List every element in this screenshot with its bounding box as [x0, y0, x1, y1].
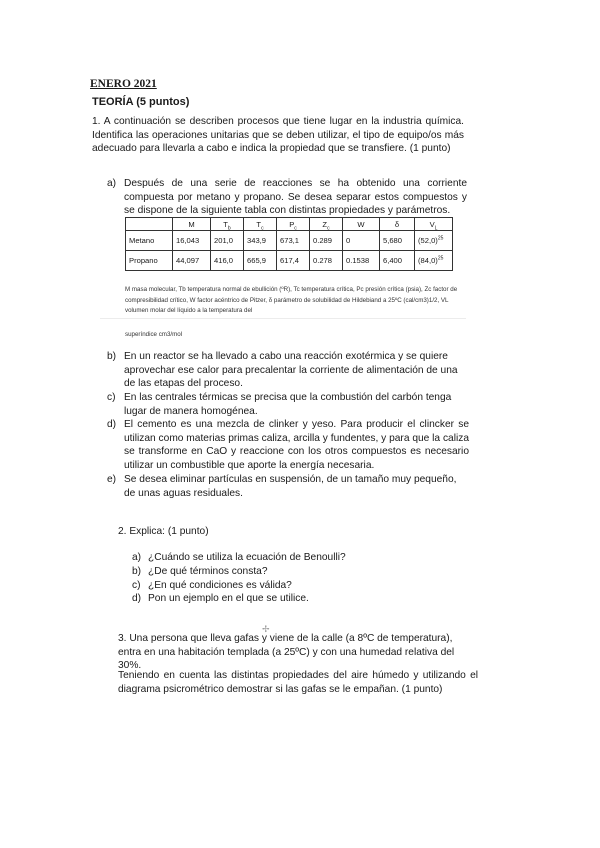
- table-row: [126, 231, 453, 251]
- table-cell: [415, 251, 453, 271]
- question-1a-text: Después de una serie de reacciones se ha obtenido una corriente compuesta por metano y propano. Se desea separar estos compuestos y se dispone de la siguiente tabla con distintas propiedades y parámetros.: [124, 178, 467, 217]
- list-item: [132, 579, 346, 593]
- table-cell: 0.289: [310, 231, 343, 251]
- table-header: W: [343, 218, 380, 231]
- table-cell: [415, 231, 453, 251]
- item-label: a): [107, 178, 117, 189]
- table-cell: 5,680: [380, 231, 415, 251]
- table-caption-continued: superíndice cm3/mol: [125, 331, 183, 338]
- item-label: d): [132, 593, 142, 605]
- question-1-text: 1. A continuación se describen procesos que tiene lugar en la industria química. Identifica las operaciones unitarias que se deben utilizar, el tipo de equipo/os más adecuado para llevarla a cabo e indica la propiedad que se transfiere. (1 punto): [92, 116, 464, 155]
- cell-value: (52,0): [418, 236, 438, 245]
- table-cell: 673,1: [277, 231, 310, 251]
- item-text: ¿Cuándo se utiliza la ecuación de Benoulli?: [148, 552, 346, 563]
- item-text: ¿De qué términos consta?: [148, 565, 268, 577]
- properties-table: [125, 217, 453, 271]
- question-1b: [107, 350, 469, 391]
- table-header: $Z_c$: [310, 218, 343, 231]
- item-label: d): [107, 419, 117, 430]
- item-text: En las centrales térmicas se precisa que la combustión del carbón tenga lugar de manera homogénea.: [124, 392, 452, 417]
- table-cell: 416,0: [211, 251, 244, 271]
- item-label: c): [132, 579, 141, 591]
- item-label: b): [132, 565, 142, 577]
- table-cell: 6,400: [380, 251, 415, 271]
- item-label: c): [107, 392, 116, 403]
- table-header: M: [173, 218, 211, 231]
- list-item: [132, 565, 346, 579]
- table-header: $P_c$: [277, 218, 310, 231]
- cell-value: (84,0): [418, 256, 438, 265]
- question-1c: [107, 391, 469, 418]
- table-header: $T_b$: [211, 218, 244, 231]
- table-cell: 665,9: [244, 251, 277, 271]
- table-cell: 0.278: [310, 251, 343, 271]
- question-1d: [107, 418, 469, 472]
- table-cell: Metano: [126, 231, 173, 251]
- scan-divider: [100, 318, 466, 319]
- table-cell: 343,9: [244, 231, 277, 251]
- cell-superscript: 25: [437, 235, 444, 242]
- item-label: b): [107, 351, 117, 362]
- question-1a: [107, 177, 467, 218]
- list-item: [132, 592, 346, 606]
- table-cell: 44,097: [173, 251, 211, 271]
- cursor-mark-icon: ✢: [262, 624, 270, 634]
- question-3-text: 3. Una persona que lleva gafas y viene de la calle (a 8ºC de temperatura), entra en una habitación templada (a 25ºC) y con una humedad relativa del 30%.: [118, 633, 455, 672]
- item-text: El cemento es una mezcla de clinker y yeso. Para producir el clincker se utilizan como materias primas caliza, arcilla y fundentes, y para que la caliza se transforme en CaO y reaccione con los otros compuestos es necesario utilizar un combustible que aporte la energía necesaria.: [124, 419, 469, 471]
- section-title: TEORÍA (5 puntos): [92, 96, 190, 108]
- item-text: Pon un ejemplo en el que se utilice.: [148, 593, 309, 605]
- list-item: [132, 551, 346, 565]
- item-label: a): [132, 552, 142, 563]
- table-header: $T_c$: [244, 218, 277, 231]
- table-cell: 0.1538: [343, 251, 380, 271]
- table-cell: 16,043: [173, 231, 211, 251]
- cell-superscript: 25: [437, 255, 444, 262]
- table-header: $V_L$: [415, 218, 453, 231]
- item-label: e): [107, 474, 117, 485]
- question-2-title: 2. Explica: (1 punto): [118, 526, 209, 537]
- table-caption: M masa molecular, Tb temperatura normal de ebullición (ºR), Tc temperatura crítica, Pc presión crítica (psia), Zc factor de compresibilidad crítico, W factor acéntrico de Pitzer, δ parámetro de solubilidad de Hildebiand a 25ºC (cal/cm3)1/2, VL volumen molar del líquido a la temperatura del: [125, 286, 458, 315]
- question-2-list: [132, 551, 346, 606]
- table-row: [126, 251, 453, 271]
- exam-title: ENERO 2021: [90, 78, 157, 90]
- table-cell: 0: [343, 231, 380, 251]
- table-cell: 617,4: [277, 251, 310, 271]
- table-header-row: [126, 218, 453, 231]
- table-cell: 201,0: [211, 231, 244, 251]
- question-1e: [107, 473, 469, 500]
- item-text: En un reactor se ha llevado a cabo una reacción exotérmica y se quiere aprovechar ese calor para precalentar la corriente de alimentación de una de las etapas del proceso.: [124, 351, 458, 390]
- table-header: δ: [380, 218, 415, 231]
- table-header: [126, 218, 173, 231]
- table-cell: Propano: [126, 251, 173, 271]
- item-text: Se desea eliminar partículas en suspensión, de un tamaño muy pequeño, de unas aguas residuales.: [124, 474, 457, 499]
- question-3-instruction: Teniendo en cuenta las distintas propiedades del aire húmedo y utilizando el diagrama psicrométrico demostrar si las gafas se le empañan. (1 punto): [118, 670, 478, 695]
- item-text: ¿En qué condiciones es válida?: [148, 579, 292, 591]
